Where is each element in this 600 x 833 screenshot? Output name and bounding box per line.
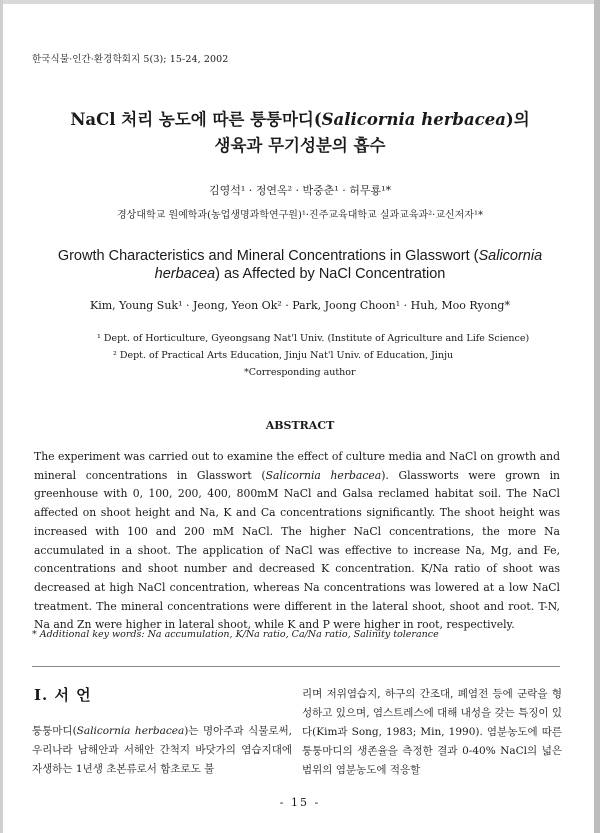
section-heading-introduction: Ⅰ. 서 언 bbox=[34, 686, 92, 704]
intro-left-column bbox=[32, 722, 292, 779]
korean-title-species: Salicornia herbacea bbox=[321, 110, 506, 129]
keywords: * Additional key words: Na accumulation, K/Na ratio, Ca/Na ratio, Salinity tolerance bbox=[32, 629, 439, 640]
intro-left-paragraph bbox=[32, 722, 292, 779]
abstract-heading: ABSTRACT bbox=[265, 419, 335, 432]
english-title-species: Salicornia herbacea bbox=[154, 248, 543, 282]
korean-title-suffix: )의 bbox=[505, 110, 530, 129]
korean-affiliations: 경상대학교 원예학과(농업생명과학연구원)¹·진주교육대학교 실과교육과²·교신저자¹* bbox=[117, 210, 483, 221]
korean-authors: 김영석¹ · 정연옥² · 박중춘¹ · 허무룡¹* bbox=[208, 184, 392, 197]
intro-left-rest: )는 명아주과 식물로써, 우리나라 남해안과 서해안 간척지 바닷가의 염습지대에 자생하는 1년생 초본류로서 함초로도 불 bbox=[32, 725, 292, 775]
intro-left-prefix: 퉁퉁마디( bbox=[32, 725, 77, 737]
abstract-body bbox=[34, 448, 560, 635]
journal-citation: 한국식물·인간·환경학회지 5(3); 15-24, 2002 bbox=[32, 54, 229, 65]
affiliation-1: ¹ Dept. of Horticulture, Gyeongsang Nat'l Univ. (Institute of Agriculture and Life Science) bbox=[97, 333, 530, 344]
affiliation-2: ² Dept. of Practical Arts Education, Jinju Nat'l Univ. of Education, Jinju bbox=[113, 350, 454, 361]
abstract-part-1: The experiment was carried out to examine the effect of culture media and NaCl on growth and mineral concentrations in Glasswort ( bbox=[34, 450, 560, 482]
intro-right-paragraph: 리며 저위염습지, 하구의 간조대, 폐염전 등에 군락을 형성하고 있으며, 염스트레스에 대해 내성을 갖는 특징이 있다(Kim과 Song, 1983; Min, 1990). 염분농도에 따른 퉁퉁마디의 생존율을 측정한 결과 0-40% NaCl의 넓은 범위의 염분농도에 적응할 bbox=[302, 688, 562, 776]
english-title bbox=[40, 247, 560, 283]
page-number: - 15 - bbox=[279, 796, 321, 809]
section-divider bbox=[32, 666, 560, 667]
abstract-part-2: ). Glassworts were grown in greenhouse with 0, 100, 200, 400, 800mM NaCl and Galsa reclamed habitat soil. The NaCl affected on shoot height and Na, K and Ca concentrations significantly. The shoot height was increased with 100 and 200 mM NaCl. The higher NaCl concentrations, the more Na accumulated in a shoot. The application of NaCl was effective to increase Na, Mg, and Fe, concentrations and shoot number and decreased K concentration. K/Na ratio of shoot was decreased at high NaCl concentration, whereas Na concentrations was lowered at a low NaCl treatment. The mineral concentrations were different in the lateral shoot, shoot and root. T-N, Na and Zn were higher in lateral shoot, while K and P were higher in root, respectively. bbox=[34, 468, 560, 632]
english-authors: Kim, Young Suk¹ · Jeong, Yeon Ok² · Park, Joong Choon¹ · Huh, Moo Ryong* bbox=[90, 299, 510, 312]
intro-right-column bbox=[302, 685, 562, 780]
abstract-paragraph bbox=[34, 448, 560, 635]
intro-left-species: Salicornia herbacea bbox=[76, 725, 185, 737]
corresponding-author-note: *Corresponding author bbox=[244, 367, 356, 378]
korean-title-line-2: 생육과 무기성분의 흡수 bbox=[214, 136, 386, 155]
abstract-species: Salicornia herbacea bbox=[265, 468, 382, 482]
korean-title-prefix: NaCl 처리 농도에 따른 퉁퉁마디( bbox=[70, 110, 322, 129]
korean-title-line-1 bbox=[0, 106, 600, 130]
scan-edge-top bbox=[0, 0, 600, 4]
english-title-suffix: ) as Affected by NaCl Concentration bbox=[215, 266, 446, 282]
english-title-text: Growth Characteristics and Mineral Concentrations in Glasswort ( bbox=[57, 248, 479, 264]
